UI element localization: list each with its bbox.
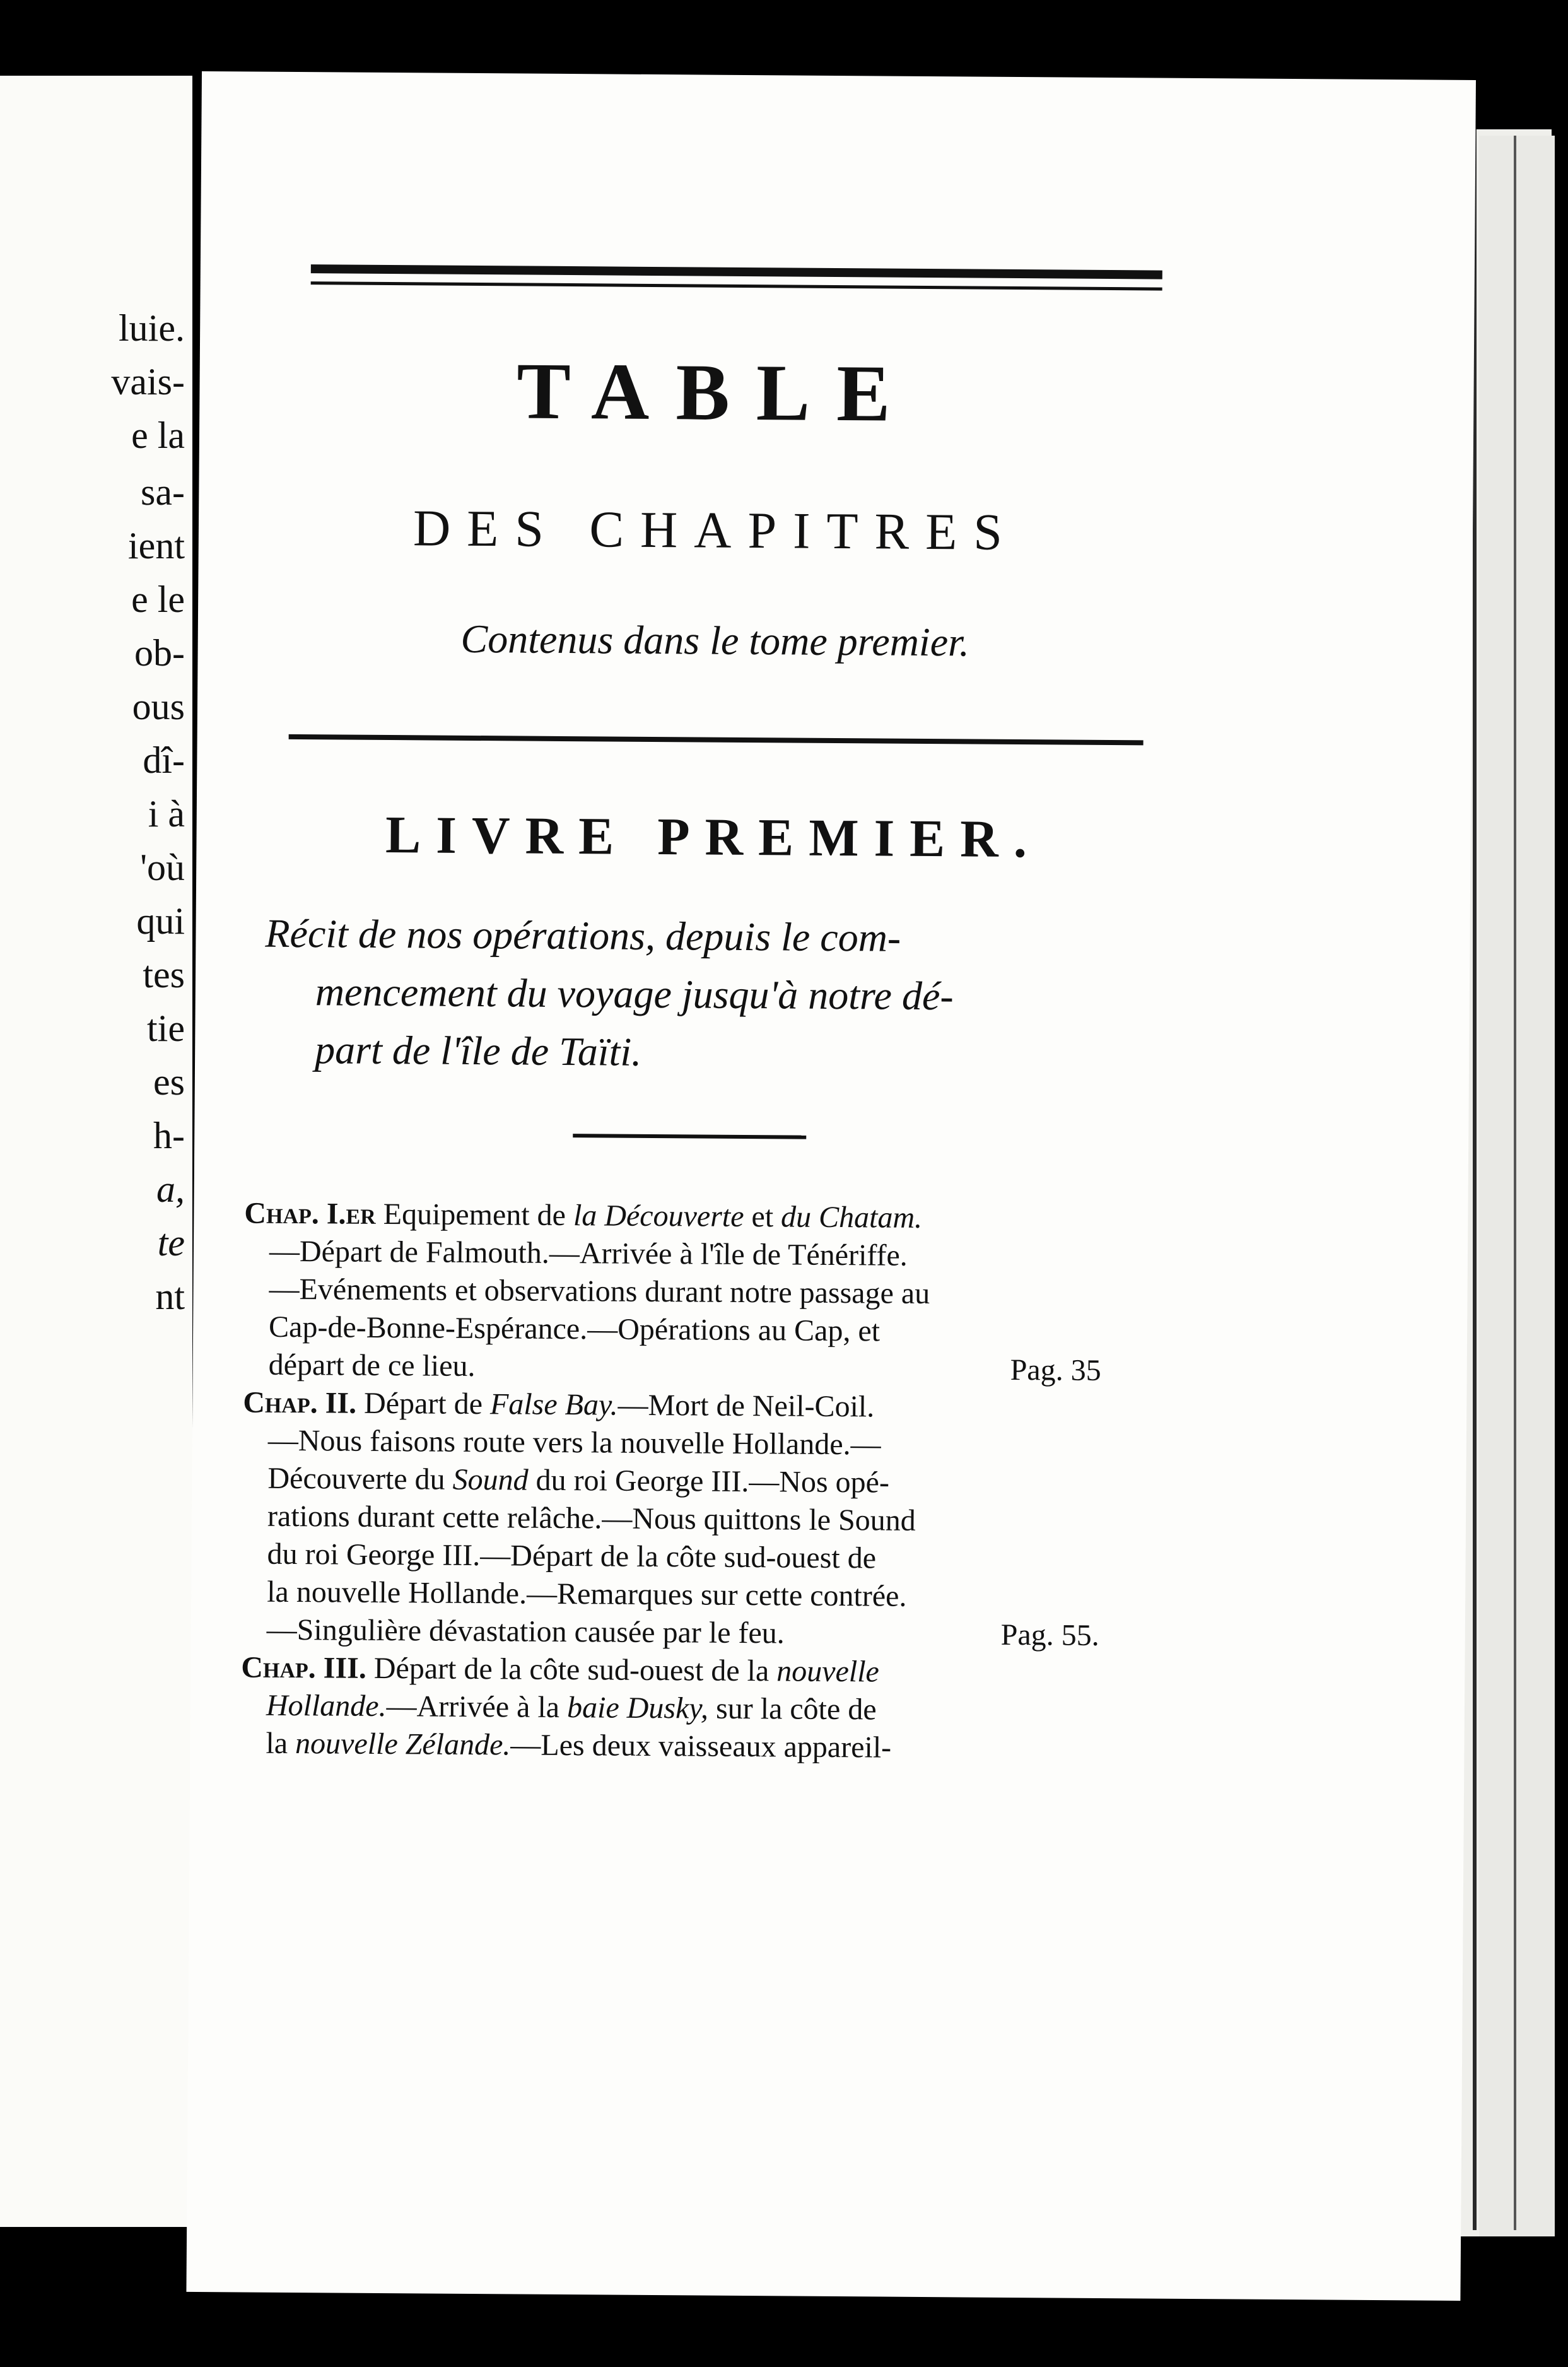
book-title: LIVRE PREMIER. xyxy=(385,806,1043,869)
left-page-text: e la xyxy=(131,414,185,456)
chapter-entry-line xyxy=(244,1194,1121,1238)
left-page-text: ob- xyxy=(134,632,185,674)
chapter-text: Départ de la côte sud-ouest de la xyxy=(373,1651,777,1688)
chapter-label: Chap. III. xyxy=(241,1650,367,1685)
chapter-entry-line xyxy=(241,1648,1118,1693)
page-edge-line xyxy=(1514,136,1516,2230)
chapter-entry-line: la nouvelle Hollande.—Remarques sur cette contrée. xyxy=(267,1575,907,1613)
double-rule-thick xyxy=(311,264,1162,279)
chapter-text: —Singulière dévastation causée par le feu. xyxy=(266,1612,785,1650)
left-page-text: nt xyxy=(155,1276,185,1317)
left-page-text: te xyxy=(157,1222,185,1264)
left-page-text: luie. xyxy=(119,307,185,349)
left-page-text: sa- xyxy=(141,471,185,513)
left-page-text: tie xyxy=(147,1007,185,1049)
book-description-line: Récit de nos opérations, depuis le com- xyxy=(265,910,901,960)
chapter-entry-line: —Nous faisons route vers la nouvelle Hollande.— xyxy=(267,1423,881,1462)
chapter-entry-line: rations durant cette relâche.—Nous quittons le Sound xyxy=(267,1499,916,1537)
chapter-list xyxy=(240,1194,1121,1768)
main-page xyxy=(186,71,1476,2301)
left-page-text: h- xyxy=(153,1115,185,1156)
chapter-text: Equipement de xyxy=(383,1197,574,1233)
left-page-text: tes xyxy=(143,954,185,996)
chapter-entry-line: du roi George III.—Départ de la côte sud-ouest de xyxy=(267,1537,877,1575)
chapter-text-italic: False Bay. xyxy=(489,1387,618,1422)
chapter-text-italic: Sound xyxy=(452,1462,529,1497)
chapter-entry-line xyxy=(241,1686,1118,1730)
page-title: TABLE xyxy=(516,346,918,438)
chapter-entry-line xyxy=(243,1346,1120,1390)
left-page-text: 'où xyxy=(140,847,185,888)
chapter-text-italic: baie Dusky, xyxy=(566,1691,709,1725)
book-description xyxy=(264,905,1136,1085)
left-page-text: es xyxy=(153,1061,185,1103)
page-reference: Pag. 35 xyxy=(1010,1353,1101,1387)
chapter-label: Chap. II. xyxy=(243,1385,357,1420)
left-page-text: qui xyxy=(136,900,185,942)
chapter-text-italic: nouvelle xyxy=(776,1654,880,1689)
chapter-label: Chap. I.er xyxy=(244,1196,376,1231)
left-page-text: i à xyxy=(148,793,185,835)
short-rule xyxy=(573,1134,806,1139)
book-description-line: mencement du voyage jusqu'à notre dé- xyxy=(315,969,954,1019)
chapter-text-italic: Hollande. xyxy=(266,1688,387,1724)
chapter-text: la xyxy=(266,1726,296,1761)
left-page-text: vais- xyxy=(111,361,185,402)
left-page-text: e le xyxy=(131,579,185,620)
chapter-text: Découverte du xyxy=(267,1461,453,1496)
chapter-entry-line: —Evénements et observations durant notre passage au xyxy=(269,1272,930,1311)
chapter-text: sur la côte de xyxy=(708,1691,877,1727)
left-page-text: ient xyxy=(128,525,185,567)
book-description-line: part de l'île de Taïti. xyxy=(314,1027,642,1074)
chapter-entry-line: —Départ de Falmouth.—Arrivée à l'île de Ténériffe. xyxy=(269,1234,908,1272)
page-caption: Contenus dans le tome premier. xyxy=(460,616,970,665)
left-page-text: a, xyxy=(156,1168,185,1210)
chapter-text-italic: du Chatam. xyxy=(780,1200,923,1235)
chapter-entry-line xyxy=(243,1383,1120,1428)
chapter-text: Départ de xyxy=(363,1386,491,1421)
chapter-entry-line xyxy=(242,1611,1118,1655)
page-subtitle: DES CHAPITRES xyxy=(412,499,1019,561)
chapter-text-italic: nouvelle Zélande. xyxy=(295,1727,511,1762)
left-page-text: dî- xyxy=(143,739,185,781)
double-rule-thin xyxy=(311,281,1162,290)
left-page-text: ous xyxy=(132,686,185,727)
chapter-text: —Arrivée à la xyxy=(386,1689,568,1725)
chapter-entry-line xyxy=(240,1724,1117,1768)
chapter-text: et xyxy=(744,1199,781,1234)
chapter-entry-line: Cap-de-Bonne-Espérance.—Opérations au Cap, et xyxy=(268,1310,881,1348)
chapter-text-italic: la Découverte xyxy=(573,1199,744,1233)
chapter-text: du roi George III.—Nos opé- xyxy=(528,1463,890,1500)
chapter-text: départ de ce lieu. xyxy=(268,1348,476,1383)
chapter-entry-line xyxy=(242,1459,1119,1503)
page-edge xyxy=(1479,136,1555,2236)
chapter-text: —Les deux vaisseaux appareil- xyxy=(510,1728,892,1765)
section-rule xyxy=(289,734,1144,745)
left-page-fragment xyxy=(0,76,192,2227)
chapter-text: —Mort de Neil-Coil. xyxy=(617,1388,875,1424)
page-reference: Pag. 55. xyxy=(1000,1618,1099,1652)
